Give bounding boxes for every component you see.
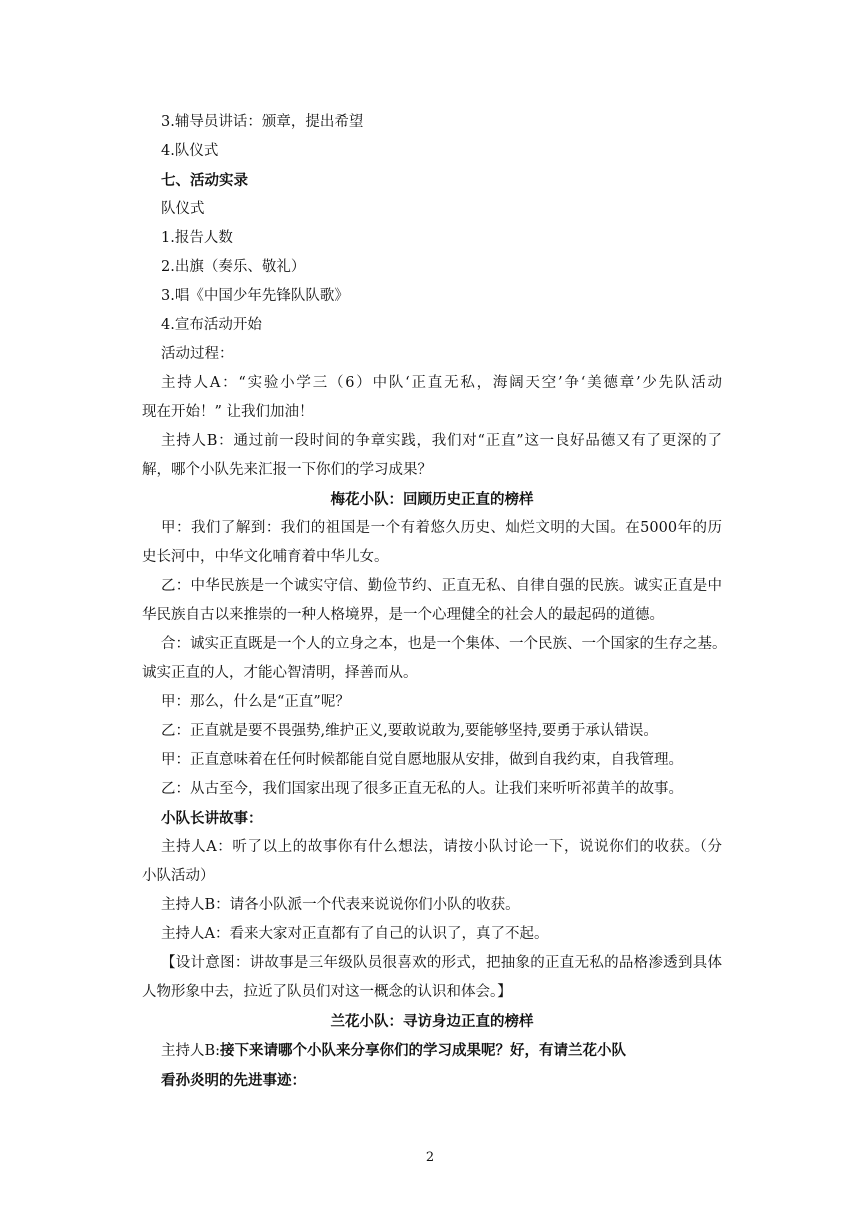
design-intent-note: 人物形象中去，拉近了队员们对这一概念的认识和体会。】 [142, 984, 512, 1000]
subsection-heading: 梅花小队：回顾历史正直的榜样 [330, 491, 534, 508]
speaker-label: 主持人B: [161, 1043, 221, 1059]
bold-text: 接下来请哪个小队来分享你们的学习成果呢？好，有请兰花小队 [220, 1042, 627, 1059]
text-line: 甲：正直意味着在任何时候都能自觉自愿地服从安排，做到自我约束，自我管理。 [161, 752, 683, 768]
bold-text: 看孙炎明的先进事迹： [161, 1072, 306, 1089]
text-line: 乙：中华民族是一个诚实守信、勤俭节约、正直无私、自律自强的民族。诚实正直是中 [161, 578, 722, 594]
text-line: 4.宣布活动开始 [161, 317, 262, 333]
text-line: 主持人B：通过前一段时间的争章实践，我们对“正直”这一良好品德又有了更深的了 [161, 433, 722, 449]
text-line: 活动过程： [161, 346, 234, 362]
text-line: 华民族自古以来推崇的一种人格境界，是一个心理健全的社会人的最起码的道德。 [142, 607, 664, 623]
text-line: 乙：正直就是要不畏强势,维护正义,要敢说敢为,要能够坚持,要勇于承认错误。 [161, 723, 658, 739]
text-line: 诚实正直的人，才能心智清明，择善而从。 [142, 665, 418, 681]
text-line: 主持人A：听了以上的故事你有什么想法，请按小队讨论一下，说说你们的收获。（分 [161, 839, 722, 855]
section-heading: 七、活动实录 [161, 172, 248, 189]
text-line: 现在开始！” 让我们加油！ [142, 404, 314, 420]
text-line: 合：诚实正直既是一个人的立身之本，也是一个集体、一个民族、一个国家的生存之基。 [161, 636, 727, 652]
text-line: 3.唱《中国少年先锋队队歌》 [161, 288, 349, 304]
text-line: 3.辅导员讲话：颁章，提出希望 [161, 114, 364, 130]
bold-label: 小队长讲故事： [161, 810, 263, 827]
document-body [142, 108, 727, 1095]
text-line: 解，哪个小队先来汇报一下你们的学习成果？ [142, 462, 432, 478]
text-line: 主持人A：看来大家对正直都有了自己的认识了，真了不起。 [161, 926, 549, 942]
text-line: 小队活动） [142, 868, 215, 884]
text-line: 史长河中，中华文化哺育着中华儿女。 [142, 549, 389, 565]
text-line: 队仪式 [161, 201, 205, 217]
text-line: 甲：我们了解到：我们的祖国是一个有着悠久历史、灿烂文明的大国。在5000年的历 [161, 520, 722, 536]
text-line: 1.报告人数 [161, 230, 233, 246]
text-line: 主持人B：请各小队派一个代表来说说你们小队的收获。 [161, 897, 520, 913]
text-line: 4.队仪式 [161, 143, 219, 159]
design-intent-note: 【设计意图：讲故事是三年级队员很喜欢的形式，把抽象的正直无私的品格渗透到具体 [161, 955, 722, 971]
page-number: 2 [425, 1150, 435, 1165]
subsection-heading: 兰花小队：寻访身边正直的榜样 [330, 1013, 534, 1030]
text-line: 乙：从古至今，我们国家出现了很多正直无私的人。让我们来听听祁黄羊的故事。 [161, 781, 683, 797]
text-line: 2.出旗（奏乐、敬礼） [161, 259, 306, 275]
text-line: 甲：那么，什么是“正直”呢？ [161, 694, 350, 710]
text-line: 主持人A：“实验小学三（6）中队‘正直无私，海阔天空’争‘美德章’少先队活动 [161, 375, 722, 391]
text-line [142, 1036, 722, 1066]
